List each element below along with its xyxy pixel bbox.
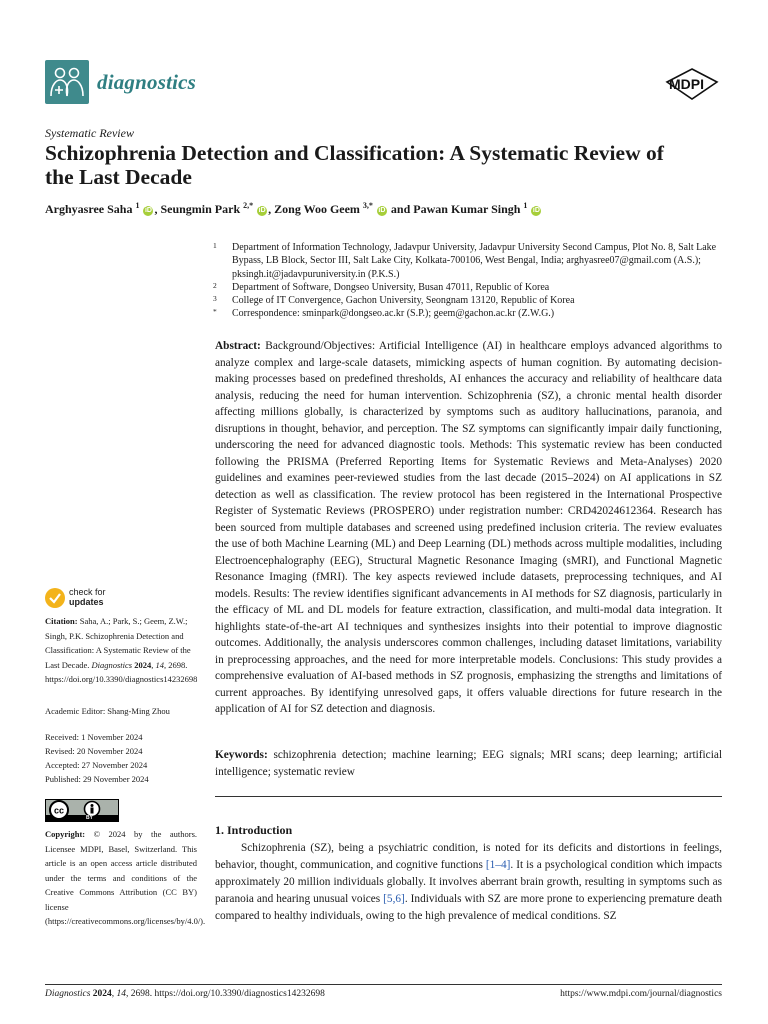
author-name[interactable]: Seungmin Park bbox=[160, 202, 241, 216]
date-published: Published: 29 November 2024 bbox=[45, 774, 149, 784]
check-updates-icon bbox=[45, 588, 65, 608]
author-affiliation-sup: 3,* bbox=[362, 201, 373, 210]
orcid-icon[interactable]: iD bbox=[258, 207, 266, 214]
affiliation-item bbox=[213, 241, 723, 281]
footer-divider bbox=[45, 984, 722, 985]
correspondence-text: Correspondence: sminpark@dongseo.ac.kr (S.P.); geem@gachon.ac.kr (Z.W.G.) bbox=[232, 308, 555, 320]
footer-journal-url[interactable]: https://www.mdpi.com/journal/diagnostics bbox=[560, 989, 722, 999]
check-updates-text bbox=[69, 588, 106, 607]
affiliations bbox=[213, 241, 723, 321]
article-type: Systematic Review bbox=[45, 126, 134, 140]
copyright-text: © 2024 by the authors. Licensee MDPI, Basel, Switzerland. This article is an open access article distributed under the terms and conditions of the Creative Commons Attribution (CC BY) license (https://creativecommons.org/licenses/by/4.0/). bbox=[45, 829, 206, 926]
author-separator: , bbox=[154, 202, 158, 216]
footer-journal: Diagnostics bbox=[45, 989, 91, 999]
author-affiliation-sup: 1 bbox=[135, 201, 140, 210]
mdpi-logo bbox=[664, 68, 720, 105]
author-name[interactable]: Pawan Kumar Singh bbox=[413, 202, 521, 216]
article-title: Schizophrenia Detection and Classification: A Systematic Review of the Last Decade bbox=[45, 141, 664, 189]
author-name[interactable]: Arghyasree Saha bbox=[45, 202, 133, 216]
cc-by-label: BY bbox=[86, 814, 93, 821]
journal-logo-icon bbox=[45, 60, 89, 104]
orcid-icon[interactable]: iD bbox=[144, 207, 152, 214]
date-received: Received: 1 November 2024 bbox=[45, 732, 143, 742]
check-updates-line: updates bbox=[69, 596, 104, 607]
copyright-block bbox=[45, 827, 206, 929]
author-name[interactable]: Zong Woo Geem bbox=[274, 202, 360, 216]
citation-link[interactable]: [5,6] bbox=[383, 893, 405, 905]
abstract bbox=[215, 338, 722, 718]
intro-paragraph bbox=[215, 840, 722, 925]
affiliation-number: 2 bbox=[213, 280, 217, 290]
section-divider bbox=[215, 796, 722, 797]
author-affiliation-sup: 1 bbox=[523, 201, 528, 210]
citation-journal: Diagnostics bbox=[91, 659, 133, 670]
affiliation-number: 1 bbox=[213, 241, 217, 250]
keywords-label: Keywords: bbox=[215, 749, 268, 761]
citation-block: Citation: Saha, A.; Park, S.; Geem, Z.W.; Singh, P.K. Schizophrenia Detection and Classification: A Systematic Review of the Last Decade. Diagnostics 2024, 14, 2698. https://doi.org/10.3390/diagnostics14232698 bbox=[45, 616, 198, 684]
orcid-icon[interactable]: iD bbox=[532, 207, 540, 214]
citation-link[interactable]: [1–4] bbox=[485, 859, 511, 871]
abstract-text: Background/Objectives: Artificial Intelligence (AI) in healthcare employs advanced algorithms to analyze complex and large-scale datasets, mimicking aspects of human cognition. By automating decision-making processes based on predefined thresholds, AI enhances the accuracy and reliability of healthcare data analysis, reducing the need for human intervention. Schizophrenia (SZ), a chronic mental health disorder affecting millions globally, is characterized by symptoms such as auditory hallucinations, paranoia, and disruptions in thought, behavior, and perception. The SZ symptoms can significantly impair daily functioning, underscoring the need for advanced diagnostic tools. Methods: This systematic review has been conducted following the PRISMA (Preferred Reporting Items for Systematic Reviews and Meta-Analyses) 2020 guidelines and examines peer-reviewed studies from the last decade (2015–2024) on AI applications in SZ detection as well as classification. The review protocol has been registered in the International Prospective Register of Systematic Reviews (PROSPERO) under registration number: CRD42024612364. Research has been sourced from multiple databases and screened using predefined inclusion criteria. The review evaluates the use of both Machine Learning (ML) and Deep Learning (DL) methods across multiple modalities, including Electroencephalography (EEG), Structural Magnetic Resonance Imaging (sMRI), and Functional Magnetic Resonance Imaging (fMRI). The key aspects reviewed include datasets, preprocessing techniques, and AI models. Results: The review identifies significant advancements in AI methods for SZ diagnosis, particularly in the efficacy of ML and DL models for feature extraction, classification, and multi-modal data integration. It highlights state-of-the-art AI techniques and synthesizes insights into their potential to improve diagnostic outcomes. Additionally, the analysis underscores common challenges, including dataset limitations, variability in preprocessing approaches, and the need for more interpretable models. Conclusions: This study provides a comprehensive evaluation of AI-based methods in SZ prognosis, emphasizing the strengths and limitations of current approaches. By identifying unresolved gaps, it offers valuable directions for future research in the application of AI for SZ detection and diagnosis. bbox=[215, 340, 723, 715]
citation-year: 2024 bbox=[134, 659, 152, 670]
footer-citation: Diagnostics 2024, 14, 2698. https://doi.org/10.3390/diagnostics14232698 bbox=[45, 989, 325, 999]
keywords bbox=[215, 747, 722, 780]
keywords-text: schizophrenia detection; machine learning; EEG signals; MRI scans; deep learning; artificial intelligence; systematic review bbox=[215, 749, 722, 778]
affiliation-item bbox=[213, 281, 723, 294]
author-separator: , bbox=[268, 202, 272, 216]
footer-year: 2024 bbox=[92, 989, 112, 999]
author-list bbox=[45, 201, 542, 217]
date-accepted: Accepted: 27 November 2024 bbox=[45, 760, 148, 770]
orcid-icon[interactable]: iD bbox=[378, 207, 386, 214]
citation-text: Saha, A.; Park, S.; Geem, Z.W.; Singh, P.K. Schizophrenia Detection and Classification: A Systematic Review of the Last Decade. bbox=[45, 616, 191, 670]
affiliation-number: * bbox=[213, 307, 217, 317]
academic-editor: Academic Editor: Shang-Ming Zhou bbox=[45, 706, 170, 716]
date-revised: Revised: 20 November 2024 bbox=[45, 746, 143, 756]
footer-doi[interactable]: , 2698. https://doi.org/10.3390/diagnostics14232698 bbox=[126, 989, 325, 999]
citation-volume: 14 bbox=[155, 659, 164, 670]
journal-name: diagnostics bbox=[97, 70, 197, 94]
footer-volume: 14 bbox=[116, 989, 127, 999]
citation-label: Citation: bbox=[45, 616, 78, 626]
intro-text-part: . It is a psychological condition which impacts approximately 20 million individuals globally. It involves aberrant brain growth, resulting in symptoms such as paranoia and hearing unusual voices bbox=[215, 859, 722, 905]
mdpi-logo-text: MDPI bbox=[669, 76, 704, 92]
cc-by-license-icon[interactable] bbox=[45, 799, 119, 822]
citation-doi[interactable]: , 2698. https://doi.org/10.3390/diagnostics14232698 bbox=[45, 659, 198, 684]
intro-text-part: . Individuals with SZ are more prone to experiencing premature death compared to healthy individuals, owing to the high prevalence of medical conditions. SZ bbox=[215, 893, 723, 922]
affiliation-text: College of IT Convergence, Gachon University, Seongnam 13120, Republic of Korea bbox=[232, 295, 575, 307]
affiliation-item bbox=[213, 294, 723, 307]
check-updates-line: check for bbox=[69, 587, 106, 597]
copyright-label: Copyright: bbox=[45, 829, 86, 839]
affiliation-number: 3 bbox=[213, 294, 217, 304]
author-affiliation-sup: 2,* bbox=[243, 201, 254, 210]
section-heading: 1. Introduction bbox=[215, 823, 293, 837]
abstract-label: Abstract: bbox=[215, 340, 261, 352]
svg-text:cc: cc bbox=[53, 805, 65, 816]
author-separator: and bbox=[390, 202, 411, 216]
affiliation-item bbox=[213, 307, 723, 320]
publication-dates bbox=[45, 730, 149, 786]
intro-text-part: Schizophrenia (SZ), being a psychiatric condition, is noted for its deficits and distortions in feelings, behavior, thought, communication, and cognitive functions bbox=[215, 842, 722, 871]
affiliation-text: Department of Software, Dongseo University, Busan 47011, Republic of Korea bbox=[232, 281, 550, 293]
affiliation-text: Department of Information Technology, Jadavpur University, Jadavpur University Second Campus, Plot No. 8, Salt Lake Bypass, LB Block, Sector III, Salt Lake City, Kolkata-700106, West Bengal, India; arghyasree07@gmail.com (A.S.); pksingh.it@jadavpuruniversity.in (P.K.S.) bbox=[232, 242, 717, 280]
